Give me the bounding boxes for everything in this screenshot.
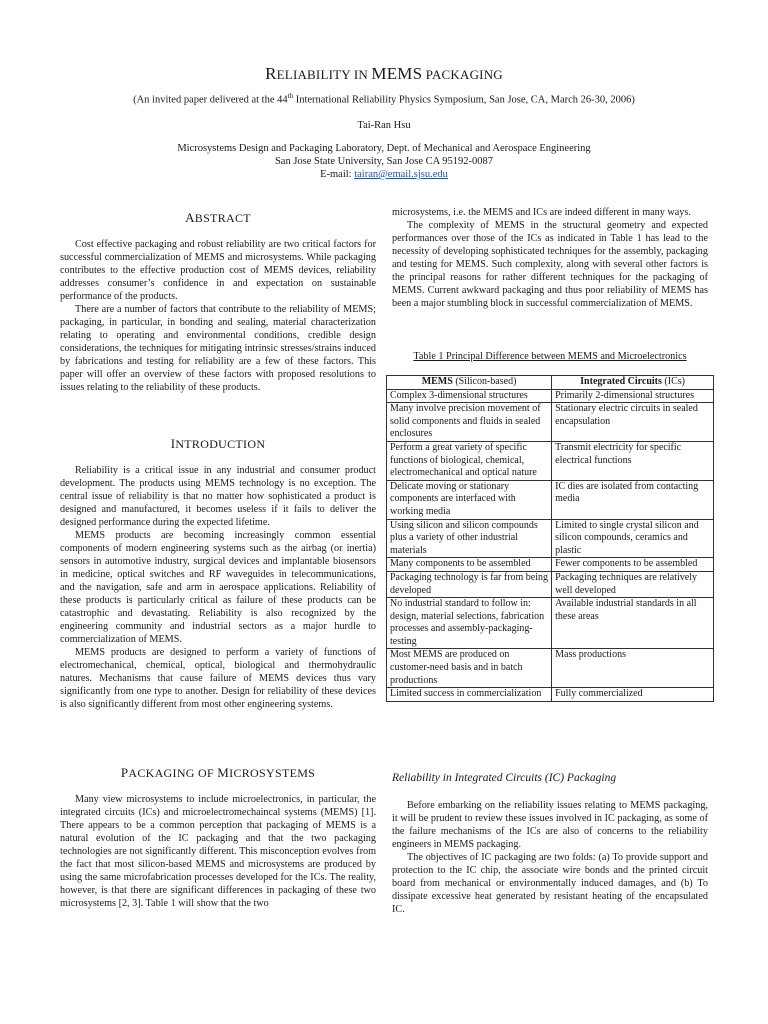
table-cell-ic: Mass productions (552, 649, 714, 688)
table-cell-ic: Limited to single crystal silicon and silicon compounds, ceramics and plastic (552, 519, 714, 558)
intro-heading-rest: NTRODUCTION (175, 437, 266, 451)
paper-subtitle (0, 92, 768, 106)
introduction-heading (60, 436, 376, 452)
table-caption-label: Table 1 (413, 351, 444, 362)
right-paragraph-1: microsystems, i.e. the MEMS and ICs are indeed different in many ways. (392, 207, 691, 218)
affiliation-line-2: San Jose State University, San Jose CA 95192-0087 (274, 156, 494, 167)
header-mems-rest: (Silicon-based) (452, 376, 517, 387)
table-header-ic (552, 376, 714, 390)
table-cell-mems: Perform a great variety of specific functions of biological, chemical, electromechanical and optical nature (387, 441, 552, 480)
title-part-1: ELIABILITY IN (276, 67, 372, 82)
table-row (387, 441, 714, 480)
abstract-heading (60, 210, 376, 226)
table-row (387, 649, 714, 688)
table-cell-mems: Complex 3-dimensional structures (387, 389, 552, 403)
title-initial: R (265, 64, 277, 83)
email-label: E-mail: (320, 169, 355, 180)
table-cell-ic: Transmit electricity for specific electrical functions (552, 441, 714, 480)
comparison-table (386, 375, 714, 702)
table-cell-ic: Fewer components to be assembled (552, 558, 714, 572)
packaging-heading-cap-2: M (217, 765, 230, 780)
table-caption (392, 351, 708, 362)
abstract-heading-cap: A (185, 210, 195, 225)
abstract-paragraph-2: There are a number of factors that contribute to the reliability of MEMS; packaging, in particular, in bonding and sealing, material characterization relating to operating and environmental conditions, credible design considerations, the techniques for mitigating intrinsic stresses/strains induced by fabrications and testing for reliability are a few of these factors. This paper will offer an overview of these factors with proposed resolutions to issues relating to the reliability of these products. (60, 304, 376, 393)
abstract-body (60, 238, 376, 394)
packaging-heading-rest-1: ACKAGING OF (128, 766, 218, 780)
right-paragraph-2: The complexity of MEMS in the structural geometry and expected performances over those of the ICs as indicated in Table 1 has lead to the necessity of developing sophisticated techniques for the assembly, packaging and testing for MEMS. Such complexity, along with several other factors is the principal reasons for rather different techniques for the packaging of MEMS. Current awkward packaging and thus poor reliability of MEMS has been a major stumbling block in successful commercialization of MEMS. (392, 220, 708, 309)
table-cell-ic: Packaging techniques are relatively well developed (552, 571, 714, 597)
introduction-body (60, 464, 376, 711)
packaging-body (60, 793, 376, 910)
table-row (387, 598, 714, 649)
ic-paragraph-2: The objectives of IC packaging are two folds: (a) To provide support and protection to the IC chip, the associate wire bonds and the printed circuit board from mechanical or environmentally induced damages, and (b) To dissipate excessive heat generated by resistant heating of the encapsulated IC. (392, 852, 708, 915)
header-ic-rest: (ICs) (661, 376, 685, 387)
affiliation-line-1: Microsystems Design and Packaging Laboratory, Dept. of Mechanical and Aerospace Engineering (177, 143, 591, 154)
author-name: Tai-Ran Hsu (357, 120, 411, 131)
paper-title (0, 64, 768, 84)
right-column-text (392, 206, 708, 310)
table-row (387, 571, 714, 597)
table-row (387, 389, 714, 403)
header-ic-bold: Integrated Circuits (580, 376, 662, 387)
table-row (387, 688, 714, 702)
packaging-heading (60, 765, 376, 781)
table-cell-mems: Limited success in commercialization (387, 688, 552, 702)
intro-paragraph-1: Reliability is a critical issue in any industrial and consumer product development. The products using MEMS technology is no exception. The central issue of reliability is that no matter how sophisticated a product is designed and manufactured, it becomes useless if it fails to deliver the designed performance during the expected lifetime. (60, 465, 376, 528)
packaging-heading-rest-2: ICROSYSTEMS (229, 766, 316, 780)
affiliation (0, 142, 768, 181)
packaging-heading-cap-1: P (120, 765, 129, 780)
table-header-mems (387, 376, 552, 390)
table-cell-ic: Fully commercialized (552, 688, 714, 702)
intro-paragraph-3: MEMS products are designed to perform a variety of functions of electromechanical, chemical, optical, biological and thermohydraulic natures. Mechanisms that cause failure of MEMS devices thus vary significantly from one type to another. Design for reliability of these devices is also significantly different from most other engineering systems. (60, 647, 376, 710)
subtitle-pre: (An invited paper delivered at the 44 (133, 94, 288, 106)
table-row (387, 480, 714, 519)
title-mems: MEMS (371, 64, 423, 83)
subtitle-sup: th (287, 92, 294, 100)
ic-paragraph-1: Before embarking on the reliability issues relating to MEMS packaging, it will be prudent to review these issues involved in IC packaging, as some of the failure mechanisms of the ICs are also of concerns to the reliability engineers in MEMS packaging. (392, 800, 708, 850)
intro-paragraph-2: MEMS products are becoming increasingly common essential components of modern engineering systems such as the airbag (or inertia) sensors in automotive industry, surgical devices and implantable biosensors in medicine, optical switches and RF waveguides in telecommunications, and the navigation, safe and arm in aerospace applications. Reliability of these products is particularly critical as failure of these products can be catastrophic and devastating. Reliability is also recognized by the engineering community and industrial sectors as a major hurdle to commercialization of MEMS. (60, 530, 376, 645)
ic-packaging-body (392, 799, 708, 916)
table-cell-mems: Packaging technology is far from being developed (387, 571, 552, 597)
ic-packaging-heading: Reliability in Integrated Circuits (IC) Packaging (392, 772, 617, 784)
table-cell-mems: Delicate moving or stationary components are interfaced with working media (387, 480, 552, 519)
table-cell-mems: No industrial standard to follow in: design, material selections, fabrication processes and assembly-packaging-testing (387, 598, 552, 649)
table-cell-mems: Most MEMS are produced on customer-need basis and in batch productions (387, 649, 552, 688)
header-mems-bold: MEMS (421, 376, 453, 387)
abstract-heading-rest: BSTRACT (194, 211, 251, 225)
title-part-2: PACKAGING (422, 67, 503, 82)
table-cell-mems: Using silicon and silicon compounds plus a variety of other industrial materials (387, 519, 552, 558)
table-header-row (387, 376, 714, 390)
table-cell-mems: Many components to be assembled (387, 558, 552, 572)
table-cell-ic: Primarily 2-dimensional structures (552, 389, 714, 403)
email-line (0, 168, 768, 181)
intro-heading-cap: I (170, 436, 176, 451)
abstract-paragraph-1: Cost effective packaging and robust reliability are two critical factors for successful commercialization of MEMS and microsystems. While packaging contributes to the effective production cost of MEMS devices, reliability addresses consumer’s confidence in and expectation on sustainable performance of the products. (60, 239, 376, 302)
table-caption-text: Principal Difference between MEMS and Microelectronics (443, 351, 687, 362)
subtitle-post: International Reliability Physics Symposium, San Jose, CA, March 26-30, 2006) (293, 94, 635, 106)
table-row (387, 403, 714, 442)
table-cell-ic: Stationary electric circuits in sealed encapsulation (552, 403, 714, 442)
table-cell-ic: Available industrial standards in all these areas (552, 598, 714, 649)
table-row (387, 519, 714, 558)
table-cell-mems: Many involve precision movement of solid components and fluids in sealed enclosures (387, 403, 552, 442)
packaging-paragraph-1: Many view microsystems to include microelectronics, in particular, the integrated circuits (ICs) and microelectromechaincal systems (MEMS) [1]. There appears to be a common perception that packaging of MEMS is a natural evolution of the IC packaging and that the two packaging technologies are not significantly different. This misconception evolves from the fact that most silicon-based MEMS and microsystems are produced by using the same microfabrication processes developed for the ICs. The reality, however, is that there are significant differences in packaging of these two microsystems [2, 3]. Table 1 will show that the two (60, 794, 376, 909)
table-row (387, 558, 714, 572)
table-cell-ic: IC dies are isolated from contacting media (552, 480, 714, 519)
email-link[interactable]: tairan@email.sjsu.edu (354, 169, 448, 180)
